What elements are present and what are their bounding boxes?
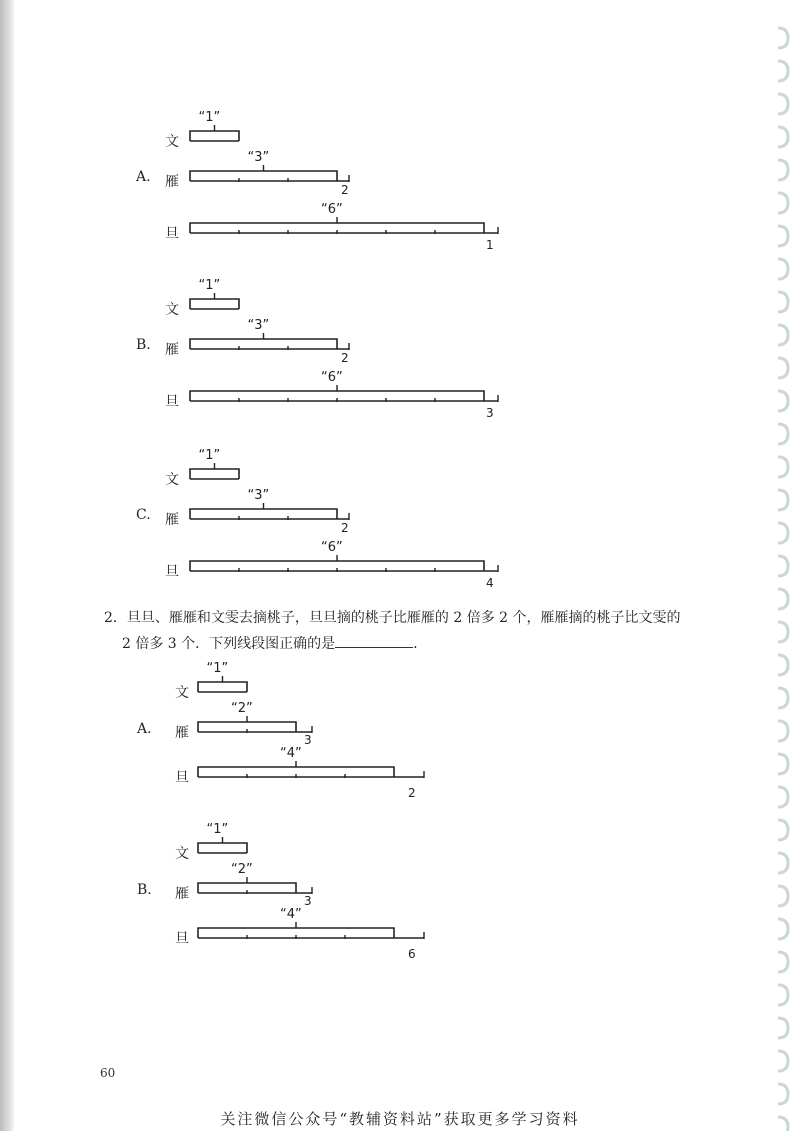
question-2-line-1 [104,608,681,628]
question-2-line-2 [122,633,418,654]
row-name: 文 [175,685,189,701]
segment-bracket [198,682,247,692]
bar-row-0 [165,448,239,488]
bar-row-0 [165,278,239,318]
quantity-label: “3” [247,488,270,503]
quantity-label: “1” [206,822,229,837]
row-name: 雁 [175,886,189,902]
quantity-label: “3” [247,150,270,165]
option-letter: B. [137,882,152,898]
bar-row-2 [165,370,498,420]
option-letter: C. [136,507,151,523]
segment-bracket [190,469,239,479]
extra-quantity: 2 [341,351,349,365]
option-letter: A. [136,169,151,185]
option-letter: A. [137,721,152,737]
quantity-label: “6” [321,202,343,217]
extra-quantity: 4 [486,576,494,590]
diagram-option-b [137,822,424,961]
answer-blank[interactable] [335,633,413,648]
segment-bracket [198,843,247,853]
quantity-label: “3” [247,318,270,333]
extra-quantity: 2 [341,183,349,197]
bar-row-1 [165,488,349,535]
extra-quantity: 3 [304,733,312,747]
segment-bracket [190,171,337,181]
extra-quantity: 3 [486,406,494,420]
question-2-text-end: . [413,636,418,652]
row-name: 旦 [165,394,179,410]
segment-bracket [190,509,337,519]
row-name: 雁 [165,342,179,358]
bar-row-0 [165,110,239,150]
segment-bracket [190,299,239,309]
bar-row-1 [175,862,312,908]
quantity-label: “4” [280,907,302,922]
page-number: 60 [100,1066,116,1080]
bar-row-2 [165,540,498,590]
row-name: 文 [165,472,179,488]
footer-note: 关注微信公众号“教辅资料站”获取更多学习资料 [220,1110,580,1128]
bar-row-1 [175,701,312,747]
row-name: 文 [165,302,179,318]
row-name: 文 [175,846,189,862]
row-name: 文 [165,134,179,150]
row-name: 旦 [175,770,189,786]
diagram-option-a [136,661,424,800]
option-letter: B. [136,337,151,353]
bar-row-1 [165,150,349,197]
quantity-label: “6” [321,540,343,555]
quantity-label: “1” [198,110,221,125]
segment-bracket [190,339,337,349]
extra-quantity: 2 [408,786,416,800]
bar-row-2 [175,746,424,800]
quantity-label: “2” [231,862,253,877]
bar-row-2 [165,202,498,252]
bar-row-0 [175,822,247,862]
quantity-label: “1” [206,661,229,676]
row-name: 雁 [165,512,179,528]
diagram-option-a [135,110,498,252]
row-name: 旦 [165,226,179,242]
row-name: 雁 [165,174,179,190]
question-2-number: 2． [104,610,127,626]
extra-quantity: 2 [341,521,349,535]
row-name: 旦 [165,564,179,580]
question-2-text-line2: 2 倍多 3 个．下列线段图正确的是 [122,636,336,652]
bar-row-2 [175,907,424,961]
question-2-text-line1: 旦旦、雁雁和文雯去摘桃子，旦旦摘的桃子比雁雁的 2 倍多 2 个，雁雁摘的桃子比文雯的 [126,610,681,626]
diagram-option-c [136,448,498,590]
extra-quantity: 1 [486,238,494,252]
segment-bracket [190,131,239,141]
bar-row-1 [165,318,349,365]
quantity-label: “2” [231,701,253,716]
row-name: 旦 [175,931,189,947]
quantity-label: “6” [321,370,343,385]
quantity-label: “1” [198,278,221,293]
diagram-option-b [136,278,498,420]
bar-row-0 [175,661,247,701]
extra-quantity: 3 [304,894,312,908]
quantity-label: “1” [198,448,221,463]
extra-quantity: 6 [408,947,416,961]
quantity-label: “4” [280,746,302,761]
row-name: 雁 [175,725,189,741]
